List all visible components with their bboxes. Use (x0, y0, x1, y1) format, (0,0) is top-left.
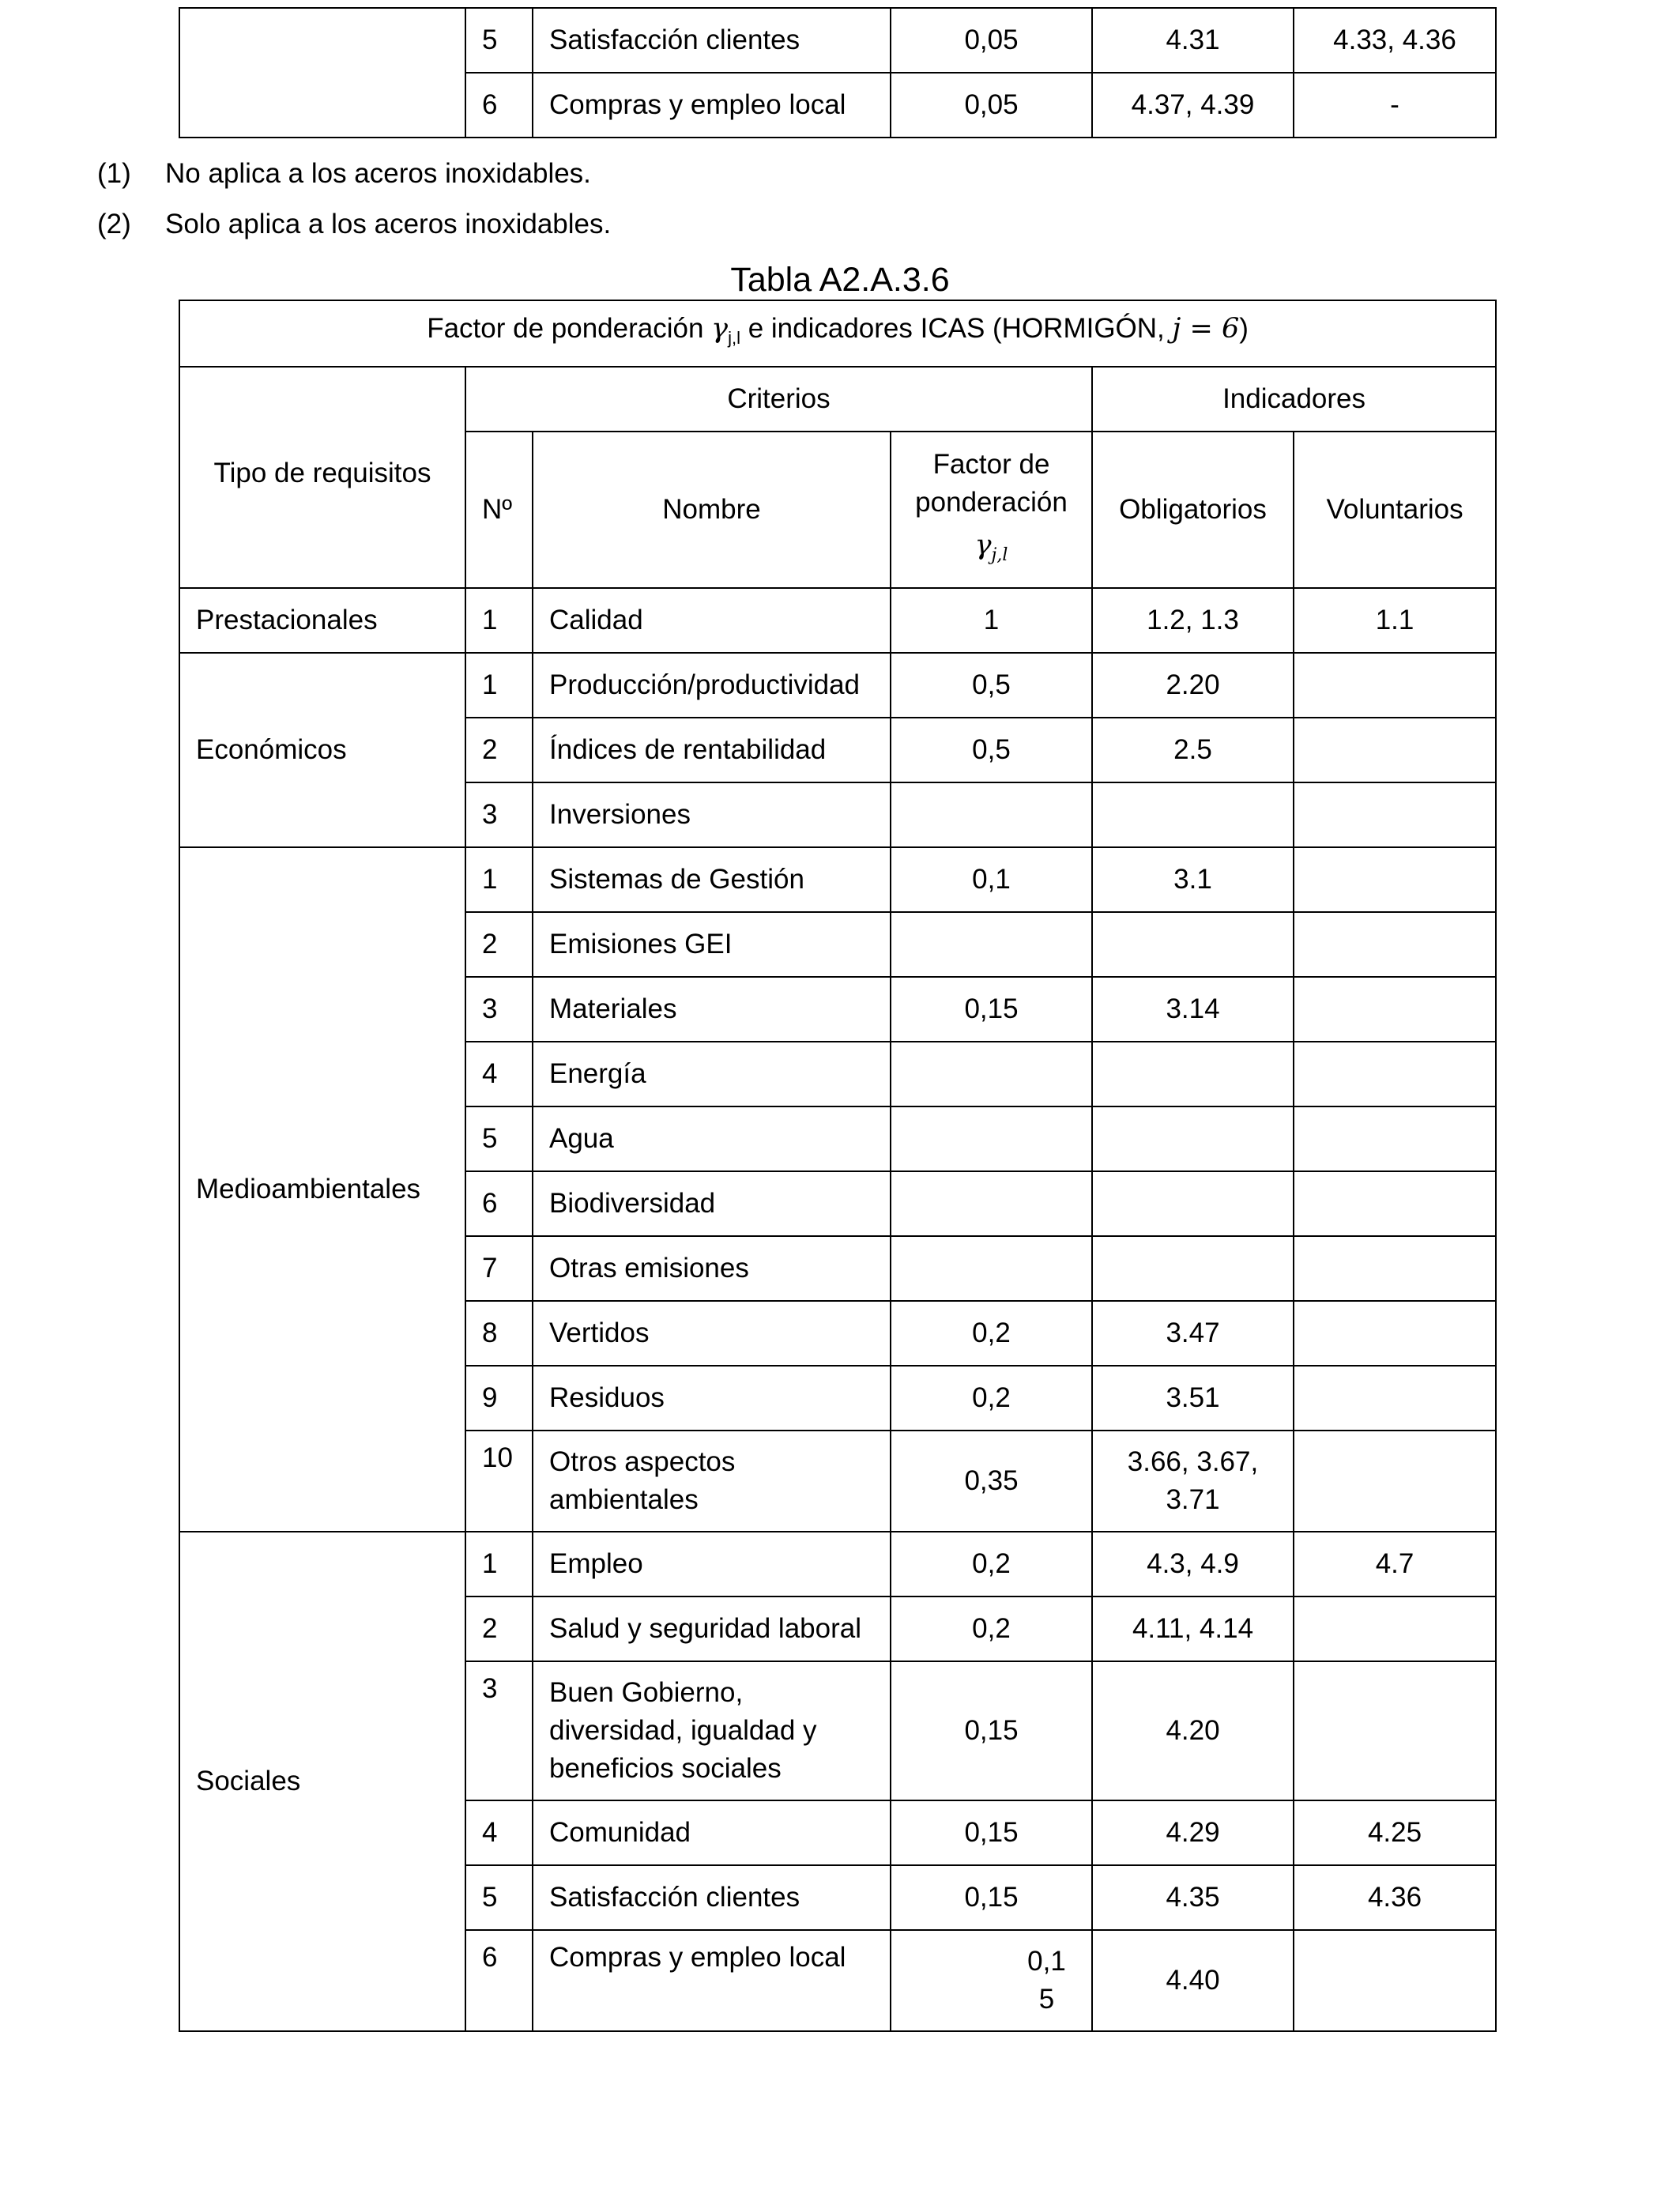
tipo-cell-empty (179, 8, 465, 138)
row-number: 8 (465, 1301, 533, 1366)
weight-factor: 0,05 (891, 73, 1092, 138)
criterion-name: Compras y empleo local (533, 73, 891, 138)
mandatory-indicators: 3.66, 3.67, 3.71 (1092, 1431, 1294, 1532)
row-number: 1 (465, 1532, 533, 1596)
criterion-name: Energía (533, 1042, 891, 1106)
weight-factor (891, 1106, 1092, 1171)
criterion-name: Agua (533, 1106, 891, 1171)
gamma-subscript: j,l (728, 328, 740, 348)
row-number: 2 (465, 718, 533, 782)
voluntary-indicators (1294, 782, 1496, 847)
voluntary-indicators (1294, 847, 1496, 912)
weight-factor-split (1027, 1943, 1066, 2019)
header-tipo: Tipo de requisitos (179, 367, 465, 588)
caption-row (179, 300, 1496, 367)
row-number: 3 (465, 782, 533, 847)
voluntary-indicators: - (1294, 73, 1496, 138)
criterion-name: Buen Gobierno, diversidad, igualdad y beneficios sociales (533, 1661, 891, 1800)
footnote-text: Solo aplica a los aceros inoxidables. (165, 209, 612, 239)
row-number: 2 (465, 912, 533, 977)
mandatory-indicators: 3.47 (1092, 1301, 1294, 1366)
criterion-name: Otras emisiones (533, 1236, 891, 1301)
header-factor (891, 432, 1092, 588)
row-number: 6 (465, 1171, 533, 1236)
row-number: 4 (465, 1800, 533, 1865)
weight-factor: 0,15 (891, 977, 1092, 1042)
voluntary-indicators (1294, 1661, 1496, 1800)
weight-factor: 0,15 (891, 1800, 1092, 1865)
mandatory-indicators (1092, 782, 1294, 847)
row-number: 9 (465, 1366, 533, 1431)
criterion-name: Empleo (533, 1532, 891, 1596)
mandatory-indicators: 4.37, 4.39 (1092, 73, 1294, 138)
footnote-text: No aplica a los aceros inoxidables. (165, 158, 591, 189)
footnote-number: (2) (97, 209, 131, 239)
weight-factor: 0,2 (891, 1596, 1092, 1661)
weight-factor: 0,5 (891, 653, 1092, 718)
table-row (179, 8, 1496, 73)
voluntary-indicators (1294, 1106, 1496, 1171)
weight-factor-line1: 0,1 (1027, 1946, 1066, 1977)
row-number: 1 (465, 588, 533, 653)
table-row (179, 1532, 1496, 1596)
row-number: 6 (465, 73, 533, 138)
criterion-name: Satisfacción clientes (533, 8, 891, 73)
voluntary-indicators (1294, 1301, 1496, 1366)
row-number: 3 (465, 1661, 533, 1800)
mandatory-indicators: 4.31 (1092, 8, 1294, 73)
row-number: 3 (465, 977, 533, 1042)
footnote (97, 155, 591, 193)
voluntary-indicators (1294, 1171, 1496, 1236)
voluntary-indicators: 4.33, 4.36 (1294, 8, 1496, 73)
weight-factor: 0,2 (891, 1366, 1092, 1431)
voluntary-indicators (1294, 653, 1496, 718)
header-obligatorios: Obligatorios (1092, 432, 1294, 588)
gamma-subscript: j,l (991, 545, 1008, 565)
table-caption (179, 300, 1496, 367)
voluntary-indicators (1294, 1236, 1496, 1301)
mandatory-indicators (1092, 1042, 1294, 1106)
weight-factor: 0,5 (891, 718, 1092, 782)
caption-prefix: Factor de ponderación (427, 313, 712, 344)
criterion-name: Producción/productividad (533, 653, 891, 718)
voluntary-indicators: 1.1 (1294, 588, 1496, 653)
criterion-name: Sistemas de Gestión (533, 847, 891, 912)
mandatory-indicators: 3.51 (1092, 1366, 1294, 1431)
row-number: 1 (465, 653, 533, 718)
weight-factor: 1 (891, 588, 1092, 653)
header-indicadores: Indicadores (1092, 367, 1496, 432)
mandatory-indicators (1092, 1236, 1294, 1301)
header-voluntarios: Voluntarios (1294, 432, 1496, 588)
criterion-name: Comunidad (533, 1800, 891, 1865)
mandatory-indicators: 1.2, 1.3 (1092, 588, 1294, 653)
criterion-name: Calidad (533, 588, 891, 653)
weight-factor: 0,15 (891, 1661, 1092, 1800)
mandatory-indicators: 4.11, 4.14 (1092, 1596, 1294, 1661)
weight-factor-line2: 5 (1038, 1984, 1055, 2015)
voluntary-indicators (1294, 1431, 1496, 1532)
gamma-symbol: γ (974, 529, 992, 561)
table-row (179, 588, 1496, 653)
header-nombre: Nombre (533, 432, 891, 588)
criterion-name: Compras y empleo local (533, 1930, 891, 2031)
voluntary-indicators (1294, 977, 1496, 1042)
criterion-name: Emisiones GEI (533, 912, 891, 977)
mandatory-indicators: 4.20 (1092, 1661, 1294, 1800)
mandatory-indicators (1092, 912, 1294, 977)
row-number: 5 (465, 8, 533, 73)
row-number: 5 (465, 1865, 533, 1930)
criterion-name: Otros aspectos ambientales (533, 1431, 891, 1532)
footnote (97, 205, 611, 243)
weight-factor: 0,2 (891, 1532, 1092, 1596)
voluntary-indicators (1294, 1930, 1496, 2031)
gamma-symbol: γ (711, 313, 729, 345)
weight-factor (891, 1930, 1092, 2031)
mandatory-indicators: 4.3, 4.9 (1092, 1532, 1294, 1596)
weighting-table (179, 300, 1497, 2032)
criterion-name: Residuos (533, 1366, 891, 1431)
header-criterios: Criterios (465, 367, 1092, 432)
mandatory-indicators: 4.40 (1092, 1930, 1294, 2031)
criterion-name: Satisfacción clientes (533, 1865, 891, 1930)
row-number: 4 (465, 1042, 533, 1106)
row-number: 10 (465, 1431, 533, 1532)
weight-factor: 0,2 (891, 1301, 1092, 1366)
voluntary-indicators (1294, 1596, 1496, 1661)
row-number: 6 (465, 1930, 533, 2031)
voluntary-indicators (1294, 1042, 1496, 1106)
weight-factor (891, 782, 1092, 847)
weight-factor: 0,35 (891, 1431, 1092, 1532)
criterion-name: Salud y seguridad laboral (533, 1596, 891, 1661)
row-number: 1 (465, 847, 533, 912)
group-label: Medioambientales (179, 847, 465, 1532)
row-number: 7 (465, 1236, 533, 1301)
voluntary-indicators (1294, 912, 1496, 977)
weight-factor: 0,05 (891, 8, 1092, 73)
weight-factor: 0,1 (891, 847, 1092, 912)
caption-middle: e indicadores ICAS (HORMIGÓN, (740, 313, 1173, 344)
header-factor-line1: Factor de (932, 448, 1050, 480)
caption-suffix: ) (1239, 313, 1249, 344)
weight-factor (891, 1042, 1092, 1106)
table-row (179, 847, 1496, 912)
continuation-table (179, 7, 1497, 138)
weight-factor (891, 1236, 1092, 1301)
footnote-number: (1) (97, 158, 131, 189)
row-number: 2 (465, 1596, 533, 1661)
voluntary-indicators (1294, 718, 1496, 782)
voluntary-indicators: 4.36 (1294, 1865, 1496, 1930)
mandatory-indicators: 4.29 (1092, 1800, 1294, 1865)
table-row (179, 653, 1496, 718)
criterion-name: Índices de rentabilidad (533, 718, 891, 782)
criterion-name: Materiales (533, 977, 891, 1042)
header-factor-line2: ponderación (915, 486, 1068, 518)
mandatory-indicators (1092, 1171, 1294, 1236)
group-label: Sociales (179, 1532, 465, 2031)
table-title: Tabla A2.A.3.6 (730, 261, 950, 299)
voluntary-indicators: 4.25 (1294, 1800, 1496, 1865)
mandatory-indicators: 4.35 (1092, 1865, 1294, 1930)
weight-factor (891, 912, 1092, 977)
header-row (179, 367, 1496, 432)
mandatory-indicators: 3.1 (1092, 847, 1294, 912)
group-label: Prestacionales (179, 588, 465, 653)
weight-factor (891, 1171, 1092, 1236)
voluntary-indicators (1294, 1366, 1496, 1431)
row-number: 5 (465, 1106, 533, 1171)
header-no: Nº (465, 432, 533, 588)
voluntary-indicators: 4.7 (1294, 1532, 1496, 1596)
criterion-name: Biodiversidad (533, 1171, 891, 1236)
weight-factor: 0,15 (891, 1865, 1092, 1930)
caption-math: j = 6 (1172, 313, 1240, 345)
mandatory-indicators: 2.20 (1092, 653, 1294, 718)
group-label: Económicos (179, 653, 465, 847)
criterion-name: Vertidos (533, 1301, 891, 1366)
criterion-name: Inversiones (533, 782, 891, 847)
mandatory-indicators (1092, 1106, 1294, 1171)
mandatory-indicators: 3.14 (1092, 977, 1294, 1042)
mandatory-indicators: 2.5 (1092, 718, 1294, 782)
